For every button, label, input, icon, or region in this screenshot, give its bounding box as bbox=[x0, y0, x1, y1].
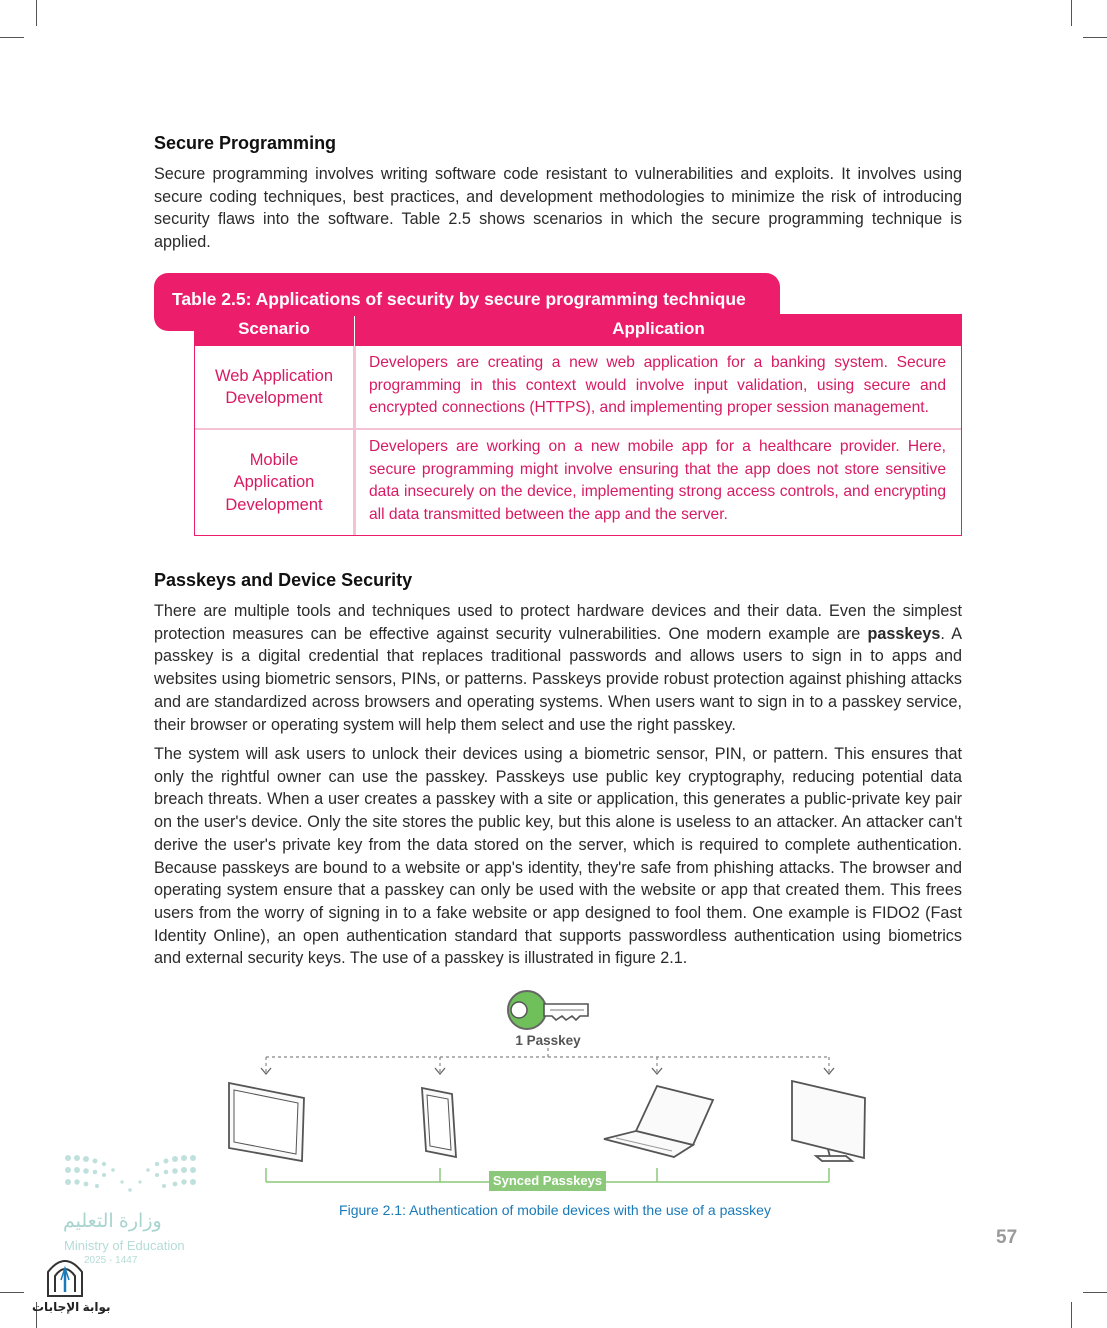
ministry-name-arabic: وزارة التعليم bbox=[63, 1211, 162, 1232]
monitor-icon bbox=[792, 1081, 865, 1161]
table-cell-application: Developers are creating a new web application for a banking system. Secure programming in this context would involve input validation, using secure and encrypted connections (HTTPS), and implementing proper session management. bbox=[369, 354, 946, 417]
paragraph-text: There are multiple tools and techniques used to protect hardware devices and their data. Even the simplest protection measures can be effective against security vulnerabilities. One modern example are bbox=[154, 602, 962, 643]
section-heading-secure-programming: Secure Programming bbox=[154, 133, 337, 153]
table-header-application: Application bbox=[612, 319, 705, 338]
phone-icon bbox=[422, 1088, 456, 1157]
page-number: 57 bbox=[996, 1227, 1018, 1248]
table-cell-application: Developers are working on a new mobile app for a healthcare provider. Here, secure programming might involve ensuring that the app does not store sensitive data insecurely on the device, implementing strong access controls, and encrypting all data transmitted between the app and the server. bbox=[369, 438, 946, 523]
scenario-text: Mobile Application Development bbox=[225, 450, 323, 514]
term-passkeys: passkeys bbox=[867, 624, 941, 643]
distribution-lines bbox=[266, 1048, 829, 1072]
section-paragraph: Secure programming involves writing software code resistant to vulnerabilities and exploits. It involves using secure coding techniques, best practices, and development methodologies to minimize the risk of introducing security flaws into the software. Table 2.5 shows scenarios in which the secure programming technique is applied. bbox=[154, 165, 962, 252]
laptop-icon bbox=[604, 1086, 713, 1157]
synced-passkeys-label: Synced Passkeys bbox=[489, 1171, 606, 1191]
passkey-label: 1 Passkey bbox=[515, 1033, 581, 1048]
site-emblem-icon bbox=[48, 1261, 82, 1296]
table-header-scenario: Scenario bbox=[238, 319, 310, 338]
ministry-year: 2025 - 1447 bbox=[84, 1255, 138, 1266]
tablet-icon bbox=[229, 1083, 304, 1161]
ministry-logo-dots bbox=[65, 1155, 196, 1192]
figure-caption: Figure 2.1: Authentication of mobile devices with the use of a passkey bbox=[339, 1202, 771, 1218]
site-label: بوابة الإجابات bbox=[32, 1300, 111, 1314]
scenario-text: Web Application Development bbox=[214, 366, 334, 407]
key-icon bbox=[508, 991, 588, 1029]
table-title: Table 2.5: Applications of security by secure programming technique bbox=[172, 289, 746, 309]
section-heading-passkeys: Passkeys and Device Security bbox=[154, 570, 413, 590]
section-paragraph-2: The system will ask users to unlock their devices using a biometric sensor, PIN, or pattern. This ensures that only the rightful owner can use the passkey. Passkeys use public key cryptography, reducing potential data breach threats. When a user creates a passkey with a site or application, this generates a public-private key pair on the user's device. Only the site stores the public key, but this alone is useless to an attacker. An attacker can't derive the user's private key from the data stored on the server, which is required to complete authentication. Because passkeys are bound to a website or app's identity, they're safe from phishing attacks. The browser and operating system ensure that a passkey can only be used with the website or app that created them. This frees users from the worry of signing in to a fake website or app designed to fool them. One example is FIDO2 (Fast Identity Online), an open authentication standard that supports passwordless authentication using biometrics and external security keys. The use of a passkey is illustrated in figure 2.1. bbox=[154, 745, 962, 968]
paragraph-text: . A passkey is a digital credential that replaces traditional passwords and allows users to sign in to apps and websites using biometric sensors, PINs, or patterns. Passkeys provide robust protection against phishing attacks and are standardized across browsers and operating systems. When users want to sign in to a passkey service, their browser or operating system will help them select and use the right passkey. bbox=[154, 624, 962, 734]
ministry-name-english: Ministry of Education bbox=[64, 1238, 185, 1253]
arrow-heads bbox=[261, 1068, 834, 1074]
